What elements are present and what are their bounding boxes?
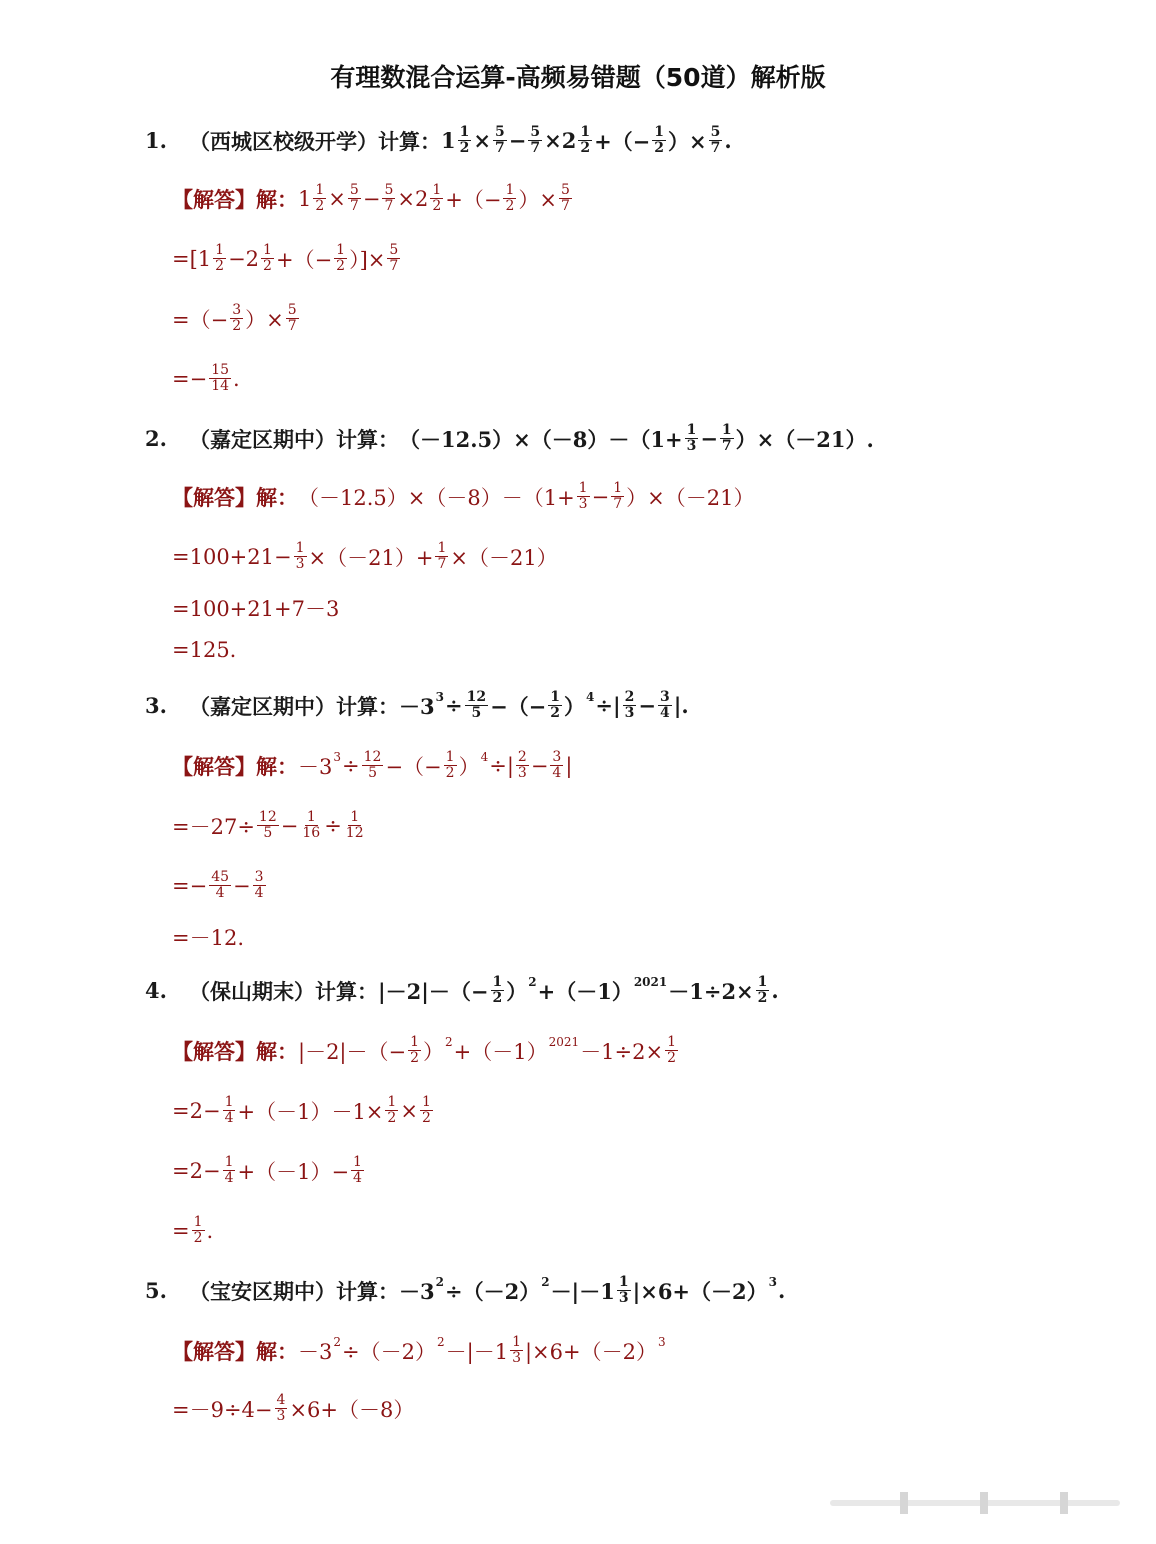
answer-step	[172, 922, 244, 952]
fraction	[578, 125, 592, 156]
denominator: 3	[686, 438, 697, 454]
fraction	[611, 481, 624, 512]
fraction	[420, 1095, 433, 1126]
problem-source: （嘉定区期中）计算：	[189, 693, 399, 719]
denominator: 7	[349, 198, 359, 214]
math-text: ÷（－2）	[444, 1278, 541, 1304]
fraction	[516, 750, 529, 781]
numerator: 1	[505, 182, 515, 198]
math-text: −	[508, 128, 527, 153]
math-text: ×	[400, 1098, 418, 1123]
exponent: 2021	[548, 1034, 580, 1049]
denominator: 2	[215, 258, 225, 274]
numerator: 45	[211, 869, 230, 885]
answer-step	[172, 810, 368, 841]
denominator: 7	[721, 438, 732, 454]
answer-label: 【解答】解：	[172, 753, 298, 779]
fraction	[577, 481, 590, 512]
answer-step	[172, 1095, 435, 1126]
answer-step	[172, 1393, 414, 1424]
exponent: 3	[768, 1274, 777, 1289]
numerator: 1	[459, 124, 470, 140]
denominator: 4	[353, 1170, 362, 1186]
denominator: 7	[494, 140, 505, 156]
fraction	[344, 810, 366, 841]
fraction	[209, 870, 231, 901]
answer-step	[172, 303, 301, 334]
fraction	[387, 243, 400, 274]
math-text: 1	[441, 128, 456, 153]
numerator: 1	[410, 1034, 420, 1050]
exponent: 2	[333, 1334, 342, 1349]
numerator: 1	[437, 540, 447, 556]
denominator: 7	[613, 496, 623, 512]
answer-label: 【解答】解：	[172, 1338, 298, 1364]
math-text: ）×	[668, 128, 707, 154]
math-text: ÷	[444, 693, 463, 718]
numerator: 5	[389, 242, 399, 258]
denominator: 2	[459, 140, 470, 156]
problem-question	[145, 125, 732, 156]
math-text: －3	[399, 1278, 435, 1304]
math-text: ÷	[342, 753, 360, 778]
fraction	[348, 183, 361, 214]
answer-first-line	[172, 750, 572, 781]
math-text: ）	[458, 754, 480, 779]
fraction	[685, 423, 699, 454]
math-text: .	[206, 1218, 214, 1243]
fraction	[652, 125, 666, 156]
answer-step	[172, 243, 402, 274]
math-text: =125.	[172, 638, 237, 662]
math-text: −	[280, 813, 299, 838]
denominator: 7	[389, 258, 399, 274]
math-text: .	[233, 366, 240, 391]
numerator: 5	[530, 124, 541, 140]
fraction	[261, 243, 274, 274]
denominator: 2	[757, 990, 768, 1006]
numerator: 1	[350, 809, 360, 825]
denominator: 3	[624, 705, 635, 721]
numerator: 1	[263, 242, 272, 258]
numerator: 3	[254, 869, 264, 885]
fraction	[623, 690, 637, 721]
fraction	[510, 1335, 523, 1366]
math-text: ×（－21）+	[308, 545, 434, 570]
problem-source: （嘉定区期中）计算：	[189, 426, 399, 452]
denominator: 2	[410, 1050, 420, 1066]
fraction	[192, 1215, 205, 1246]
math-text: ）×（－21）.	[735, 426, 874, 452]
math-text: −	[638, 693, 656, 718]
math-text: 1	[298, 186, 312, 211]
fraction	[385, 1095, 398, 1126]
numerator: 1	[512, 1334, 521, 1350]
denominator: 2	[263, 258, 272, 274]
numerator: 12	[363, 749, 382, 765]
math-text: −（−	[490, 693, 547, 719]
fraction	[658, 690, 672, 721]
math-text: ×	[328, 186, 346, 211]
numerator: 1	[686, 422, 697, 438]
numerator: 3	[552, 749, 562, 765]
math-text: .	[778, 1278, 786, 1303]
fraction	[275, 1393, 288, 1424]
numerator: 1	[445, 749, 455, 765]
math-text: =100+21+7－3	[172, 597, 340, 621]
denominator: 4	[224, 1110, 234, 1126]
answer-step	[172, 870, 268, 901]
math-text: =（−	[172, 307, 229, 332]
watermark-bar	[830, 1488, 1130, 1518]
numerator: 1	[667, 1034, 677, 1050]
denominator: 2	[193, 1230, 203, 1246]
numerator: 1	[432, 182, 442, 198]
math-text: ÷	[324, 813, 342, 838]
denominator: 7	[710, 140, 721, 156]
denominator: 2	[445, 765, 455, 781]
denominator: 7	[287, 318, 297, 334]
fraction	[209, 363, 231, 394]
denominator: 16	[302, 825, 321, 841]
denominator: 2	[550, 705, 561, 721]
denominator: 2	[492, 990, 503, 1006]
answer-step	[172, 638, 236, 662]
math-text: ×6+（－8）	[289, 1397, 415, 1422]
math-text: |×6+（－2）	[632, 1278, 768, 1304]
numerator: 1	[315, 182, 325, 198]
fraction	[253, 870, 266, 901]
numerator: 1	[421, 1094, 431, 1110]
denominator: 4	[224, 1170, 234, 1186]
denominator: 7	[437, 556, 447, 572]
fraction	[257, 810, 279, 841]
problem-question	[145, 423, 874, 454]
numerator: 1	[295, 540, 305, 556]
denominator: 7	[384, 198, 394, 214]
math-text: =－12.	[172, 926, 244, 950]
problem-number: 2.	[145, 426, 167, 451]
math-text: |.	[673, 693, 689, 718]
fraction	[351, 1155, 364, 1186]
problem-number: 1.	[145, 128, 167, 153]
numerator: 5	[384, 182, 394, 198]
problem-question	[145, 690, 689, 721]
denominator: 2	[232, 318, 242, 334]
math-text: +（－1）−	[237, 1159, 350, 1184]
numerator: 1	[193, 1214, 203, 1230]
math-text: =2−	[172, 1158, 221, 1183]
math-text: －1÷2×	[580, 1039, 664, 1064]
math-text: .	[771, 978, 779, 1003]
math-text: −	[362, 186, 381, 211]
math-text: －3	[298, 1339, 333, 1364]
numerator: 1	[215, 242, 225, 258]
math-text: =−	[172, 873, 208, 898]
math-text: ）×（－21）	[626, 485, 755, 510]
fraction	[223, 1155, 236, 1186]
numerator: 1	[492, 974, 503, 990]
numerator: 1	[618, 1274, 629, 1290]
math-text: －|－1	[445, 1339, 509, 1364]
answer-step	[172, 363, 240, 394]
denominator: 2	[315, 198, 325, 214]
exponent: 2	[445, 1034, 453, 1049]
math-text: ÷（－2）	[342, 1339, 436, 1364]
fraction	[617, 1275, 631, 1306]
math-text: －3	[399, 693, 435, 719]
answer-step	[172, 593, 339, 623]
math-text: =－27÷	[172, 814, 255, 839]
exponent: 2021	[633, 974, 668, 989]
denominator: 7	[530, 140, 541, 156]
math-text: +（−	[594, 128, 651, 154]
numerator: 1	[306, 809, 316, 825]
math-text: +（－1）－1×	[237, 1099, 384, 1124]
math-text: ）	[506, 978, 528, 1004]
numerator: 1	[336, 242, 346, 258]
fraction	[548, 690, 562, 721]
denominator: 3	[517, 765, 527, 781]
denominator: 5	[263, 825, 273, 841]
numerator: 1	[721, 422, 732, 438]
fraction	[430, 183, 443, 214]
answer-step	[172, 541, 558, 572]
math-text: |－2|－（−	[378, 978, 489, 1004]
fraction	[550, 750, 563, 781]
exponent: 2	[435, 1274, 444, 1289]
numerator: 1	[224, 1094, 234, 1110]
numerator: 15	[211, 362, 230, 378]
math-text: ×2	[544, 128, 577, 153]
numerator: 5	[560, 182, 570, 198]
math-text: |×6+（－2）	[524, 1339, 657, 1364]
problem-source: （西城区校级开学）计算：	[189, 128, 441, 154]
answer-first-line	[172, 1335, 667, 1366]
numerator: 4	[276, 1392, 286, 1408]
math-text: =	[172, 1218, 190, 1243]
math-text: =－9÷4−	[172, 1397, 273, 1422]
denominator: 3	[295, 556, 305, 572]
denominator: 5	[471, 705, 482, 721]
numerator: 12	[466, 689, 487, 705]
numerator: 2	[624, 689, 635, 705]
math-text: =[1	[172, 246, 212, 271]
exponent: 2	[528, 974, 537, 989]
math-text: ×2	[397, 186, 429, 211]
denominator: 2	[667, 1050, 677, 1066]
numerator: 1	[224, 1154, 234, 1170]
answer-step	[172, 1155, 366, 1186]
exponent: 2	[541, 1274, 550, 1289]
numerator: 1	[353, 1154, 362, 1170]
fraction	[458, 125, 472, 156]
problem-number: 3.	[145, 693, 167, 718]
numerator: 3	[660, 689, 670, 705]
fraction	[213, 243, 226, 274]
math-text: |－2|－（−	[298, 1039, 407, 1064]
fraction	[493, 125, 507, 156]
math-text: +（－1）	[537, 978, 633, 1004]
numerator: 5	[287, 302, 297, 318]
fraction	[709, 125, 723, 156]
numerator: 5	[494, 124, 505, 140]
answer-first-line	[172, 481, 754, 512]
math-text: －|－1	[550, 1278, 615, 1304]
numerator: 1	[578, 480, 588, 496]
math-text: −	[530, 753, 549, 778]
fraction	[286, 303, 299, 334]
denominator: 4	[552, 765, 562, 781]
exponent: 4	[480, 749, 489, 764]
problem-number: 5.	[145, 1278, 167, 1303]
denominator: 2	[421, 1110, 431, 1126]
math-text: |	[565, 753, 573, 778]
math-text: －1÷2×	[668, 978, 754, 1004]
fraction	[382, 183, 395, 214]
fraction	[223, 1095, 236, 1126]
fraction	[334, 243, 347, 274]
fraction	[559, 183, 572, 214]
math-text: .	[724, 128, 732, 153]
math-text: ）	[423, 1039, 445, 1064]
math-text: ）×	[245, 307, 284, 332]
numerator: 2	[517, 749, 527, 765]
math-text: ×（－21）	[450, 545, 558, 570]
denominator: 14	[211, 378, 230, 394]
math-text: −2	[228, 246, 260, 271]
denominator: 2	[580, 140, 591, 156]
numerator: 1	[387, 1094, 397, 1110]
math-text: −	[591, 484, 610, 509]
math-text: −	[233, 873, 251, 898]
math-text: +（−	[445, 187, 502, 212]
denominator: 4	[215, 885, 225, 901]
fraction	[528, 125, 542, 156]
numerator: 5	[349, 182, 359, 198]
fraction	[503, 183, 516, 214]
problem-source: （保山期末）计算：	[189, 978, 378, 1004]
fraction	[313, 183, 326, 214]
denominator: 3	[578, 496, 588, 512]
denominator: 4	[660, 705, 670, 721]
math-text: =100+21−	[172, 544, 292, 569]
answer-first-line	[172, 183, 574, 214]
problem-question	[145, 975, 779, 1006]
math-text: ）]×	[349, 247, 386, 272]
math-text: +（－1）	[453, 1039, 548, 1064]
math-text: －3	[298, 754, 333, 779]
numerator: 1	[613, 480, 623, 496]
exponent: 3	[435, 689, 444, 704]
fraction	[294, 541, 307, 572]
answer-label: 【解答】解：	[172, 1038, 298, 1064]
denominator: 5	[368, 765, 377, 781]
denominator: 7	[560, 198, 570, 214]
math-text: ）×	[518, 187, 557, 212]
denominator: 2	[336, 258, 346, 274]
fraction	[720, 423, 734, 454]
denominator: 2	[505, 198, 515, 214]
numerator: 1	[757, 974, 768, 990]
numerator: 12	[258, 809, 277, 825]
numerator: 1	[550, 689, 561, 705]
math-text: +（−	[275, 247, 333, 272]
exponent: 3	[657, 1334, 666, 1349]
denominator: 12	[345, 825, 364, 841]
math-text: ÷|	[489, 753, 514, 778]
fraction	[300, 810, 322, 841]
answer-first-line	[172, 1035, 680, 1066]
denominator: 3	[276, 1408, 286, 1424]
numerator: 3	[232, 302, 242, 318]
problem-source: （宝安区期中）计算：	[189, 1278, 399, 1304]
fraction	[465, 690, 488, 721]
numerator: 1	[654, 124, 665, 140]
denominator: 2	[387, 1110, 397, 1126]
math-text: =2−	[172, 1098, 221, 1123]
fraction	[444, 750, 457, 781]
numerator: 1	[580, 124, 591, 140]
fraction	[435, 541, 448, 572]
math-text: ÷|	[595, 693, 621, 718]
denominator: 2	[432, 198, 442, 214]
page-title: 有理数混合运算-高频易错题（50道）解析版	[330, 63, 826, 92]
math-text: ×	[473, 128, 491, 153]
answer-label: 【解答】解：	[172, 484, 298, 510]
denominator: 3	[618, 1290, 629, 1306]
denominator: 4	[254, 885, 264, 901]
denominator: 2	[654, 140, 665, 156]
exponent: 3	[333, 749, 342, 764]
problem-number: 4.	[145, 978, 167, 1003]
exponent: 2	[436, 1334, 445, 1349]
fraction	[491, 975, 505, 1006]
math-text: −	[700, 426, 718, 451]
fraction	[756, 975, 770, 1006]
math-text: ）	[564, 693, 586, 719]
exponent: 4	[586, 689, 595, 704]
math-text: （－12.5）×（－8）－（1+	[298, 485, 575, 510]
math-text: （－12.5）×（－8）－（1+	[399, 426, 683, 452]
math-text: −（−	[385, 754, 442, 779]
fraction	[665, 1035, 678, 1066]
answer-step	[172, 1215, 213, 1246]
answer-label: 【解答】解：	[172, 186, 298, 212]
fraction	[408, 1035, 421, 1066]
math-text: =−	[172, 366, 208, 391]
numerator: 5	[710, 124, 721, 140]
fraction	[362, 750, 384, 781]
denominator: 3	[512, 1350, 521, 1366]
fraction	[230, 303, 243, 334]
problem-question	[145, 1275, 785, 1306]
